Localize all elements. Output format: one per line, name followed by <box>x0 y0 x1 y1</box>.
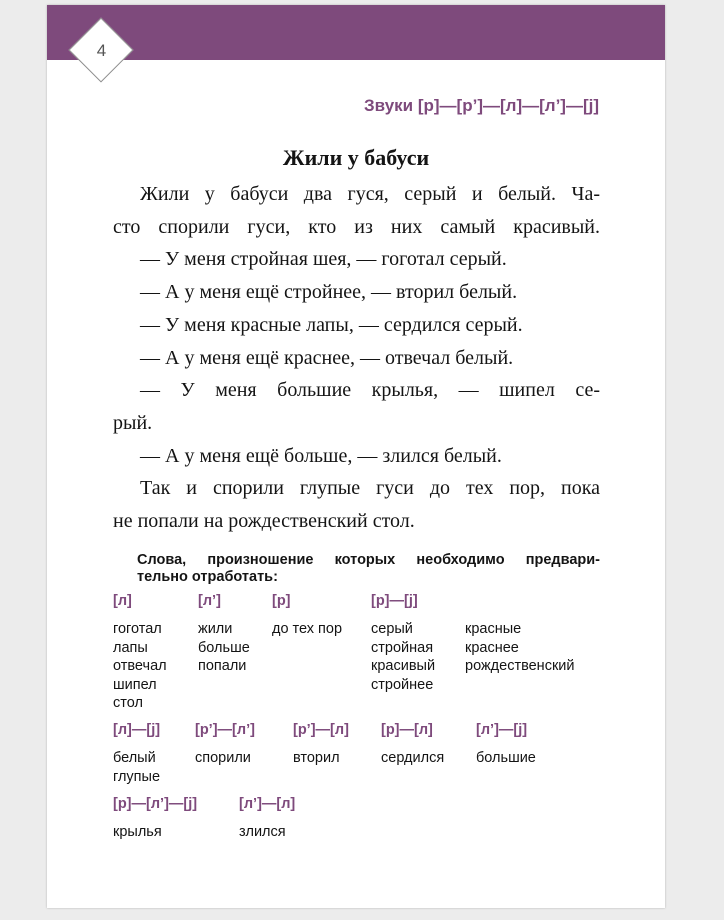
story-line: — У меня большие крылья, — шипел се- <box>140 379 600 402</box>
sound-label: [л’]—[л] <box>239 796 296 812</box>
word-group-l-j <box>113 721 160 786</box>
sound-label: [р]—[j] <box>371 593 418 609</box>
word: до тех пор <box>272 621 343 637</box>
words-heading-line: Слова, произношение которых необходимо предвари- <box>137 552 600 568</box>
word: серый <box>371 621 413 637</box>
story-line: — А у меня ещё стройнее, — вторил белый. <box>140 281 518 304</box>
word-group-r-j-continued <box>465 592 575 676</box>
word: краснее <box>465 639 519 656</box>
word: глупые <box>113 768 161 785</box>
word-group-l <box>113 592 167 713</box>
word-group-r-soft-l-soft <box>195 721 255 768</box>
story-line: рый. <box>113 411 153 434</box>
word: стол <box>113 695 143 712</box>
word-group-l-soft <box>198 592 250 676</box>
word-group-r-l-soft-j <box>113 795 197 842</box>
word: сердился <box>381 750 445 766</box>
word: стройная <box>371 639 434 656</box>
story-line: сто спорили гуси, кто из них самый красивый. <box>113 215 600 238</box>
word: жили <box>198 621 233 637</box>
textbook-page <box>47 5 665 908</box>
sound-label: [л’] <box>198 593 221 609</box>
sound-label: [р’]—[л’] <box>195 722 255 738</box>
header-band <box>47 5 665 60</box>
word: вторил <box>293 750 340 766</box>
sound-label: [р]—[л’]—[j] <box>113 796 198 812</box>
sound-label: [л’]—[j] <box>476 722 528 738</box>
sound-label: [р] <box>272 593 291 609</box>
words-heading <box>137 552 600 586</box>
sound-label: [р’]—[л] <box>293 722 349 738</box>
words-heading-line: тельно отработать: <box>137 569 278 585</box>
story-line: Так и спорили глупые гуси до тех пор, пока <box>140 477 600 500</box>
word: отвечал <box>113 658 167 675</box>
story-line: — А у меня ещё больше, — злился белый. <box>140 444 502 467</box>
word: большие <box>476 750 536 766</box>
sound-label: [л]—[j] <box>113 722 161 738</box>
word-group-r <box>272 592 342 639</box>
word-group-r-soft-l <box>293 721 349 768</box>
word-group-r-l <box>381 721 444 768</box>
story-title: Жили у бабуси <box>282 145 430 170</box>
sound-label: [л] <box>113 593 132 609</box>
story-line: — У меня стройная шея, — гоготал серый. <box>140 248 507 271</box>
story-line: не попали на рождественский стол. <box>113 510 415 533</box>
word-group-l-soft-j <box>476 721 536 768</box>
word-group-l-soft-l <box>239 795 295 842</box>
word: рождественский <box>465 658 575 675</box>
word: лапы <box>113 639 148 656</box>
sounds-header: Звуки [р]—[р’]—[л]—[л’]—[j] <box>364 96 599 115</box>
word: попали <box>198 658 247 675</box>
story-line: — А у меня ещё краснее, — отвечал белый. <box>140 346 514 369</box>
sound-label: [р]—[л] <box>381 722 433 738</box>
page-number: 4 <box>96 41 107 60</box>
story-line: Жили у бабуси два гуся, серый и белый. Ча- <box>140 183 600 205</box>
word: красивый <box>371 658 436 675</box>
sound-label <box>465 592 575 611</box>
word: крылья <box>113 824 162 840</box>
word: гоготал <box>113 621 162 637</box>
word: стройнее <box>371 676 434 693</box>
word: злился <box>239 824 286 840</box>
word: шипел <box>113 676 157 693</box>
word: красные <box>465 621 522 637</box>
word: спорили <box>195 750 251 766</box>
word: больше <box>198 639 250 656</box>
story-line: — У меня красные лапы, — сердился серый. <box>140 313 523 336</box>
word-group-r-j <box>371 592 435 694</box>
word: белый <box>113 750 156 766</box>
story-text <box>113 178 600 538</box>
